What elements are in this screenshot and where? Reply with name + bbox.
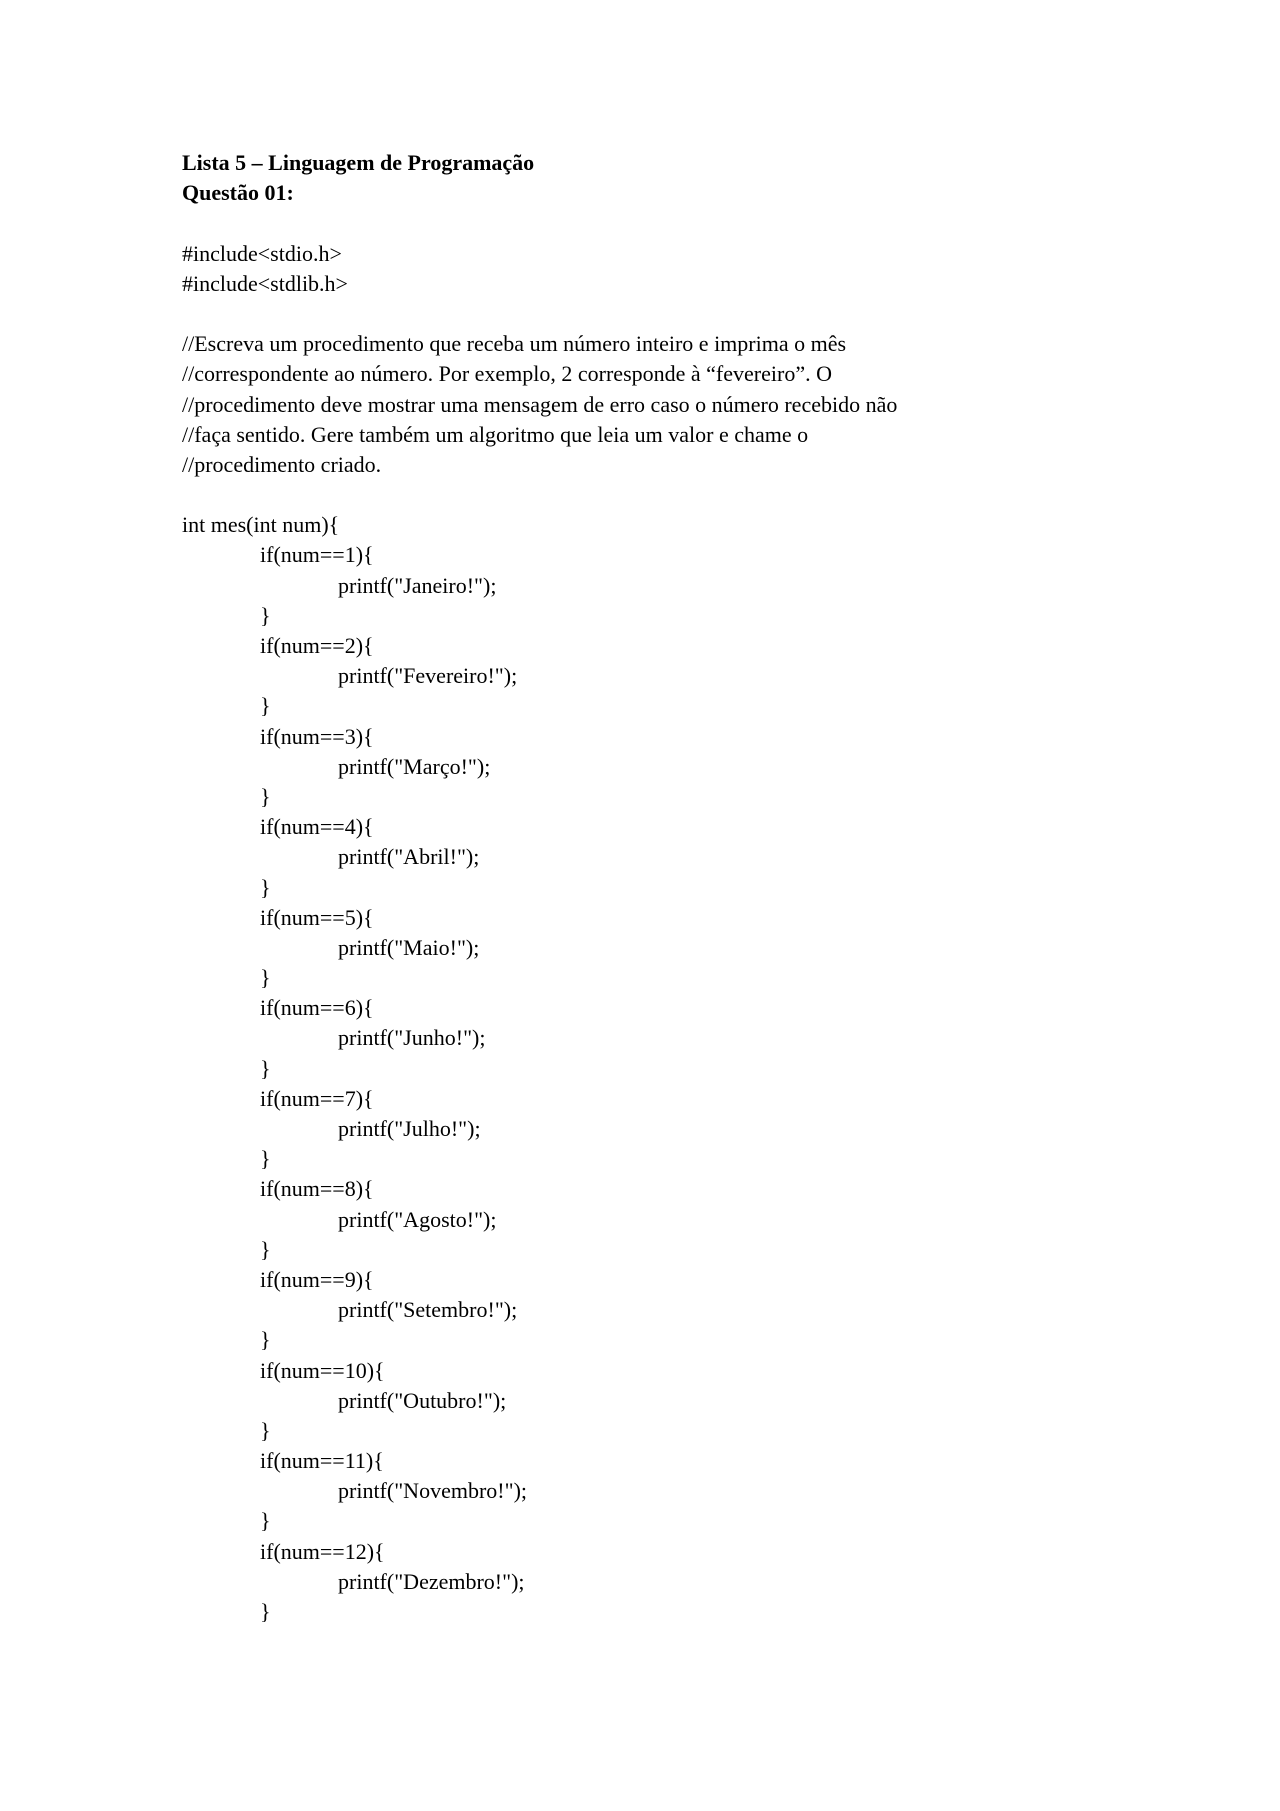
printf-statement: printf("Setembro!"); [338, 1297, 518, 1323]
code-block-2 [182, 631, 1102, 722]
if-condition: if(num==1){ [260, 542, 374, 568]
closing-brace: } [260, 1599, 271, 1624]
include-line: #include<stdio.h> [182, 240, 342, 266]
if-condition: if(num==6){ [260, 995, 374, 1021]
question-heading: Questão 01: [182, 180, 294, 206]
closing-brace: } [260, 965, 271, 991]
code-block-11 [182, 1446, 1102, 1537]
printf-statement: printf("Dezembro!"); [338, 1568, 525, 1594]
blank-line [182, 299, 1102, 329]
printf-statement: printf("Agosto!"); [338, 1206, 497, 1232]
document-content [182, 148, 1102, 1627]
if-condition: if(num==10){ [260, 1357, 385, 1383]
blank-line [182, 480, 1102, 510]
function-header: int mes(int num){ [182, 512, 340, 538]
code-block-5 [182, 903, 1102, 994]
if-condition: if(num==7){ [260, 1085, 374, 1111]
if-condition: if(num==5){ [260, 904, 374, 930]
comment-line: //correspondente ao número. Por exemplo, 2 corresponde à “fevereiro”. O [182, 361, 832, 387]
code-block-6 [182, 993, 1102, 1084]
printf-statement: printf("Fevereiro!"); [338, 663, 518, 689]
printf-statement: printf("Março!"); [338, 753, 491, 779]
include-line: #include<stdlib.h> [182, 270, 348, 296]
if-condition: if(num==2){ [260, 633, 374, 658]
comment-line: //procedimento deve mostrar uma mensagem de erro caso o número recebido não [182, 391, 898, 417]
if-condition: if(num==8){ [260, 1176, 374, 1202]
closing-brace: } [260, 1055, 271, 1081]
if-condition: if(num==3){ [260, 723, 374, 749]
code-block-3 [182, 722, 1102, 813]
closing-brace: } [260, 1508, 271, 1534]
printf-statement: printf("Junho!"); [338, 1025, 486, 1051]
if-condition: if(num==12){ [260, 1538, 385, 1564]
closing-brace: } [260, 1236, 271, 1262]
if-condition: if(num==11){ [260, 1448, 384, 1474]
closing-brace: } [260, 1327, 271, 1353]
closing-brace: } [260, 693, 271, 719]
closing-brace: } [260, 1417, 271, 1443]
comment-line: //faça sentido. Gere também um algoritmo que leia um valor e chame o [182, 421, 809, 447]
comment-line: //procedimento criado. [182, 451, 382, 477]
blank-line [182, 208, 1102, 238]
printf-statement: printf("Julho!"); [338, 1116, 481, 1141]
if-condition: if(num==4){ [260, 814, 374, 840]
closing-brace: } [260, 602, 271, 628]
printf-statement: printf("Maio!"); [338, 934, 480, 960]
code-block-1 [182, 540, 1102, 631]
printf-statement: printf("Janeiro!"); [338, 572, 497, 598]
closing-brace: } [260, 874, 271, 900]
printf-statement: printf("Novembro!"); [338, 1478, 528, 1504]
document-title: Lista 5 – Linguagem de Programação [182, 150, 535, 175]
if-condition: if(num==9){ [260, 1266, 374, 1292]
printf-statement: printf("Outubro!"); [338, 1387, 507, 1413]
closing-brace: } [260, 783, 271, 809]
closing-brace: } [260, 1146, 271, 1172]
code-block-12 [182, 1537, 1102, 1628]
printf-statement: printf("Abril!"); [338, 844, 480, 870]
code-block-7 [182, 1084, 1102, 1175]
comment-line: //Escreva um procedimento que receba um número inteiro e imprima o mês [182, 331, 847, 357]
code-block-4 [182, 812, 1102, 903]
code-block-8 [182, 1174, 1102, 1265]
code-block-9 [182, 1265, 1102, 1356]
code-block-10 [182, 1356, 1102, 1447]
